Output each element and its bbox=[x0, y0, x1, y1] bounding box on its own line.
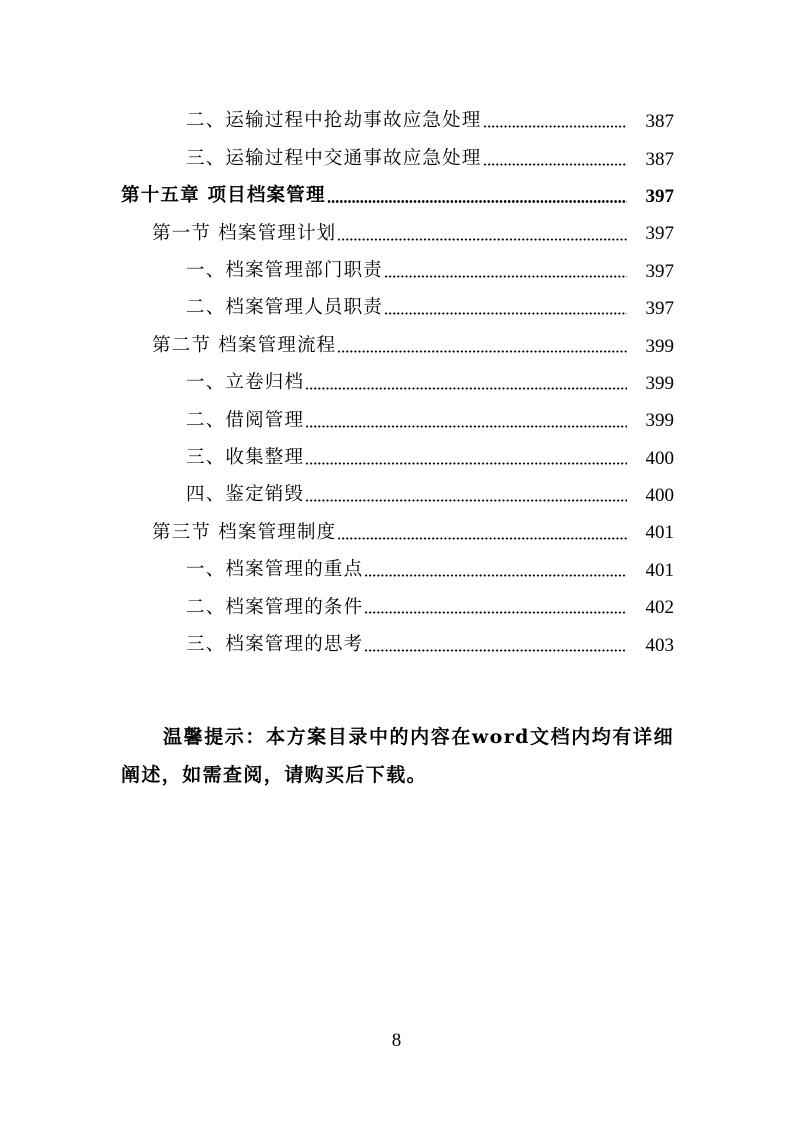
toc-leader-dots bbox=[327, 200, 627, 203]
toc-section-entry[interactable] bbox=[0, 327, 793, 364]
toc-entry-title: 一、档案管理部门职责 bbox=[186, 260, 384, 281]
toc-chapter-entry[interactable] bbox=[0, 178, 793, 215]
toc-leader-dots bbox=[305, 387, 627, 390]
toc-leader-dots bbox=[364, 574, 627, 577]
toc-entry[interactable] bbox=[0, 365, 793, 402]
toc-entry-title: 第一节 档案管理计划 bbox=[152, 222, 337, 244]
toc-entry[interactable] bbox=[0, 477, 793, 514]
toc-entry[interactable] bbox=[0, 626, 793, 663]
table-of-contents bbox=[0, 103, 793, 664]
toc-entry-title: 一、立卷归档 bbox=[186, 372, 305, 394]
toc-entry-title: 二、档案管理的条件 bbox=[186, 596, 364, 618]
toc-section-entry[interactable] bbox=[0, 514, 793, 551]
download-notice: 温馨提示：本方案目录中的内容在word文档内均有详细阐述，如需查阅，请购买后下载。 bbox=[121, 726, 674, 786]
toc-entry-title: 第二节 档案管理流程 bbox=[152, 334, 337, 356]
toc-leader-dots bbox=[364, 649, 627, 652]
toc-entry-title: 三、运输过程中交通事故应急处理 bbox=[186, 147, 482, 169]
toc-leader-dots bbox=[483, 163, 627, 166]
toc-leader-dots bbox=[364, 611, 627, 614]
toc-entry-page: 397 bbox=[645, 260, 674, 282]
toc-entry[interactable] bbox=[0, 552, 793, 589]
toc-leader-dots bbox=[305, 499, 627, 502]
toc-entry-title: 第十五章 项目档案管理 bbox=[121, 185, 326, 207]
toc-entry-page: 397 bbox=[645, 223, 674, 245]
toc-entry-page: 399 bbox=[645, 410, 674, 432]
toc-entry-page: 397 bbox=[645, 298, 674, 320]
toc-entry-page: 400 bbox=[645, 485, 674, 507]
toc-leader-dots bbox=[384, 312, 627, 315]
toc-entry[interactable] bbox=[0, 402, 793, 439]
toc-entry-page: 399 bbox=[645, 372, 674, 394]
toc-entry-page: 400 bbox=[645, 447, 674, 469]
toc-entry-title: 三、收集整理 bbox=[186, 446, 305, 468]
toc-entry-title: 二、借阅管理 bbox=[186, 409, 305, 431]
toc-entry-page: 403 bbox=[645, 634, 674, 656]
toc-entry-page: 397 bbox=[645, 185, 674, 207]
toc-entry-title: 四、鉴定销毁 bbox=[186, 484, 305, 506]
toc-entry-page: 401 bbox=[645, 522, 674, 544]
toc-entry[interactable] bbox=[0, 253, 793, 290]
toc-leader-dots bbox=[384, 275, 627, 278]
toc-entry-page: 387 bbox=[645, 148, 674, 170]
toc-entry-title: 二、档案管理人员职责 bbox=[186, 297, 384, 319]
toc-leader-dots bbox=[305, 462, 627, 465]
toc-entry[interactable] bbox=[0, 290, 793, 327]
toc-entry[interactable] bbox=[0, 103, 793, 140]
toc-leader-dots bbox=[483, 125, 627, 128]
toc-entry-page: 401 bbox=[645, 559, 674, 581]
toc-entry-title: 三、档案管理的思考 bbox=[186, 633, 364, 655]
toc-entry[interactable] bbox=[0, 589, 793, 626]
toc-leader-dots bbox=[337, 238, 627, 241]
toc-entry-title: 二、运输过程中抢劫事故应急处理 bbox=[186, 110, 482, 132]
toc-section-entry[interactable] bbox=[0, 215, 793, 252]
toc-entry[interactable] bbox=[0, 440, 793, 477]
toc-leader-dots bbox=[337, 537, 627, 540]
toc-entry-title: 第三节 档案管理制度 bbox=[152, 521, 337, 543]
toc-entry-page: 387 bbox=[645, 111, 674, 133]
toc-entry-page: 399 bbox=[645, 335, 674, 357]
toc-entry-title: 一、档案管理的重点 bbox=[186, 559, 364, 581]
toc-leader-dots bbox=[337, 350, 627, 353]
toc-entry[interactable] bbox=[0, 140, 793, 177]
page-number: 8 bbox=[391, 1030, 402, 1051]
toc-entry-page: 402 bbox=[645, 597, 674, 619]
toc-leader-dots bbox=[305, 425, 627, 428]
